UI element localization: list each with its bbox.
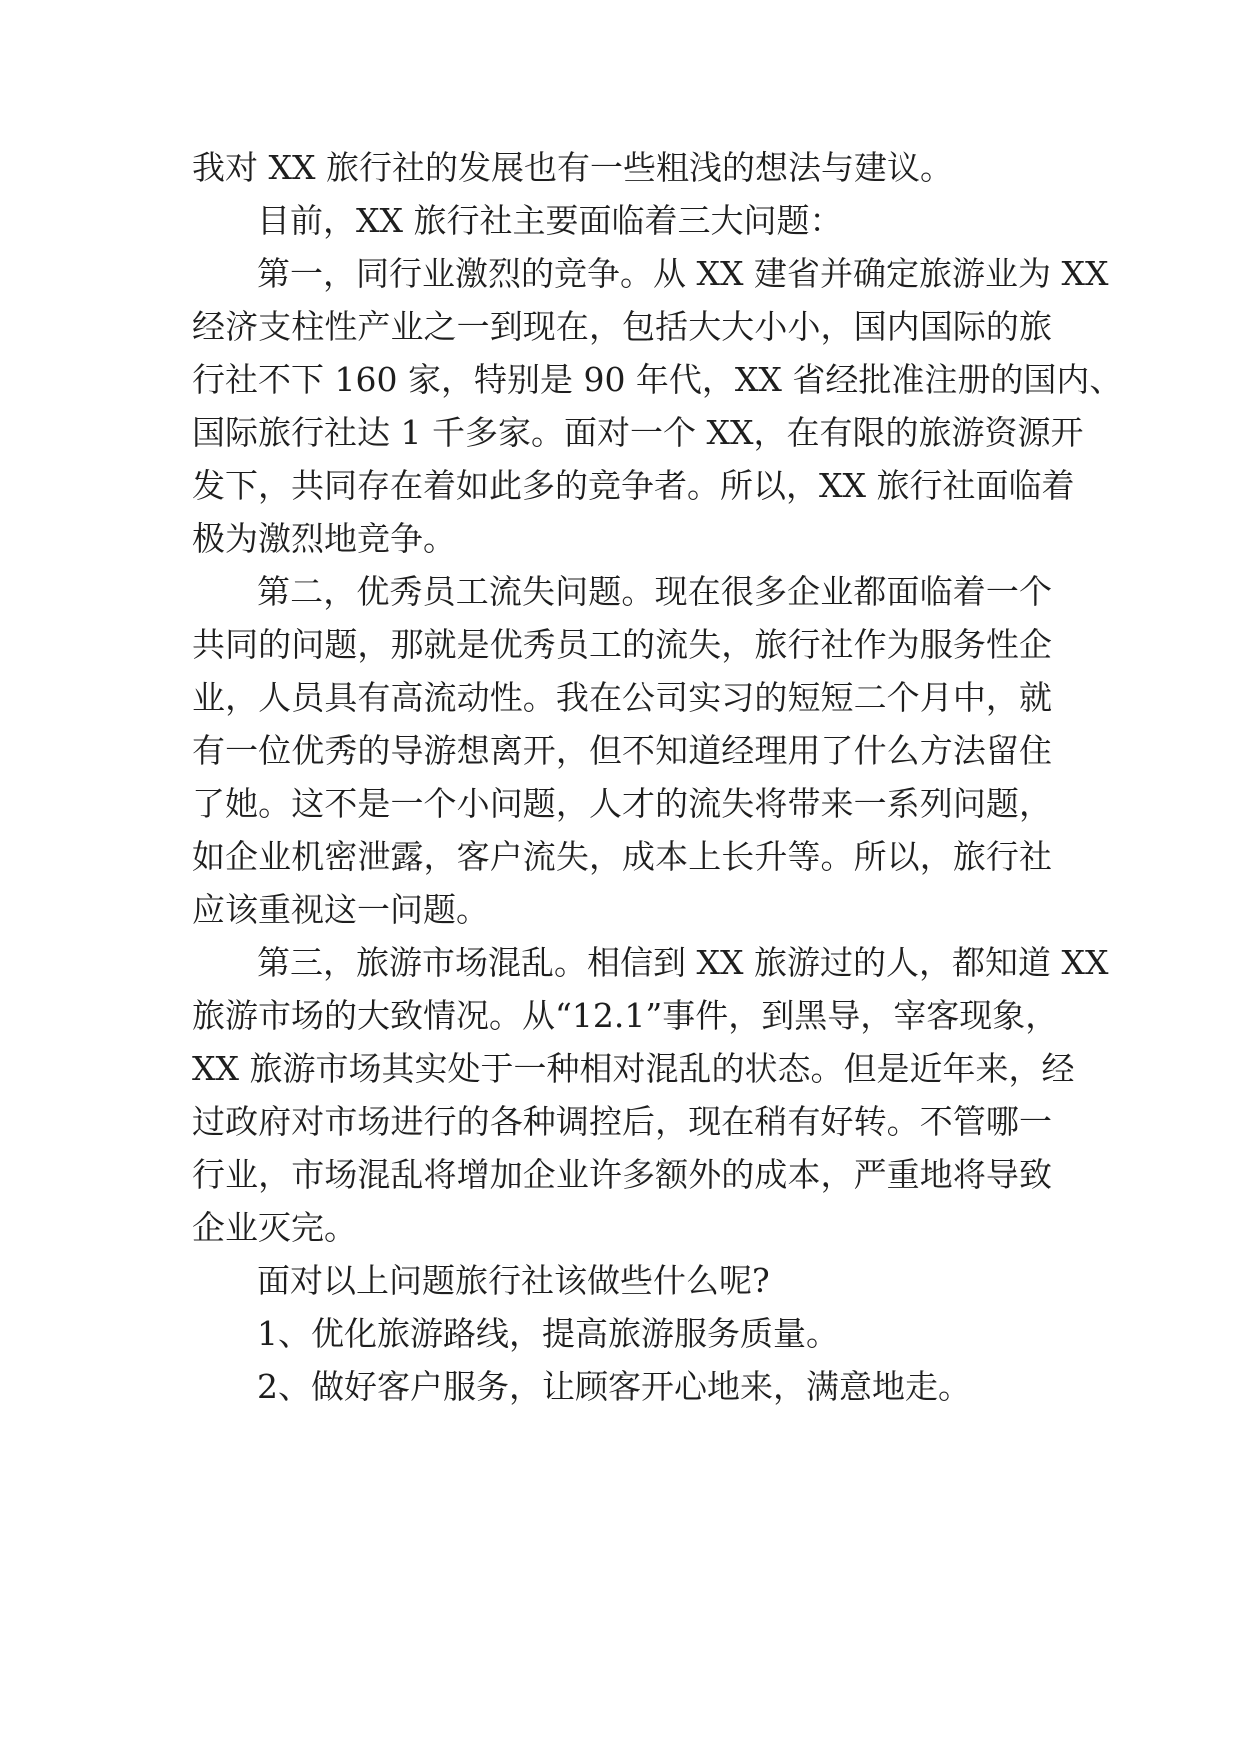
problem2-line: 了她。这不是一个小问题，人才的流失将带来一系列问题， xyxy=(192,784,1052,823)
problem1-line: 国际旅行社达 1 千多家。面对一个 XX，在有限的旅游资源开 xyxy=(192,413,1084,452)
solution-item: 2、做好客户服务，让顾客开心地来，满意地走。 xyxy=(257,1367,971,1406)
problem2-line: 业，人员具有高流动性。我在公司实习的短短二个月中，就 xyxy=(192,678,1052,717)
problem1-line: 经济支柱性产业之一到现在，包括大大小小，国内国际的旅 xyxy=(192,307,1052,346)
problem1-line: 极为激烈地竞争。 xyxy=(192,519,456,558)
problem2-line: 有一位优秀的导游想离开，但不知道经理用了什么方法留住 xyxy=(192,731,1052,770)
problem3-line: 第三，旅游市场混乱。相信到 XX 旅游过的人，都知道 XX xyxy=(257,943,1109,982)
intro-line: 我对 XX 旅行社的发展也有一些粗浅的想法与建议。 xyxy=(192,148,953,187)
problem2-line: 共同的问题，那就是优秀员工的流失，旅行社作为服务性企 xyxy=(192,625,1052,664)
problem2-line: 第二，优秀员工流失问题。现在很多企业都面临着一个 xyxy=(257,572,1052,611)
problem1-line: 行社不下 160 家，特别是 90 年代，XX 省经批准注册的国内、 xyxy=(192,360,1123,399)
solution-item: 1、优化旅游路线，提高旅游服务质量。 xyxy=(257,1314,839,1353)
problem3-line: 企业灭完。 xyxy=(192,1208,357,1247)
problems-heading: 目前，XX 旅行社主要面临着三大问题： xyxy=(257,201,843,240)
problem3-line: 行业，市场混乱将增加企业许多额外的成本，严重地将导致 xyxy=(192,1155,1052,1194)
problem3-line: 旅游市场的大致情况。从“12.1”事件，到黑导，宰客现象， xyxy=(192,996,1059,1035)
problem3-line: XX 旅游市场其实处于一种相对混乱的状态。但是近年来，经 xyxy=(192,1049,1075,1088)
problem1-line: 发下，共同存在着如此多的竞争者。所以，XX 旅行社面临着 xyxy=(192,466,1075,505)
problem3-line: 过政府对市场进行的各种调控后，现在稍有好转。不管哪一 xyxy=(192,1102,1052,1141)
problem2-line: 应该重视这一问题。 xyxy=(192,890,489,929)
problem1-line: 第一，同行业激烈的竞争。从 XX 建省并确定旅游业为 XX xyxy=(257,254,1109,293)
problem2-line: 如企业机密泄露，客户流失，成本上长升等。所以，旅行社 xyxy=(192,837,1052,876)
solutions-heading: 面对以上问题旅行社该做些什么呢? xyxy=(257,1261,770,1300)
